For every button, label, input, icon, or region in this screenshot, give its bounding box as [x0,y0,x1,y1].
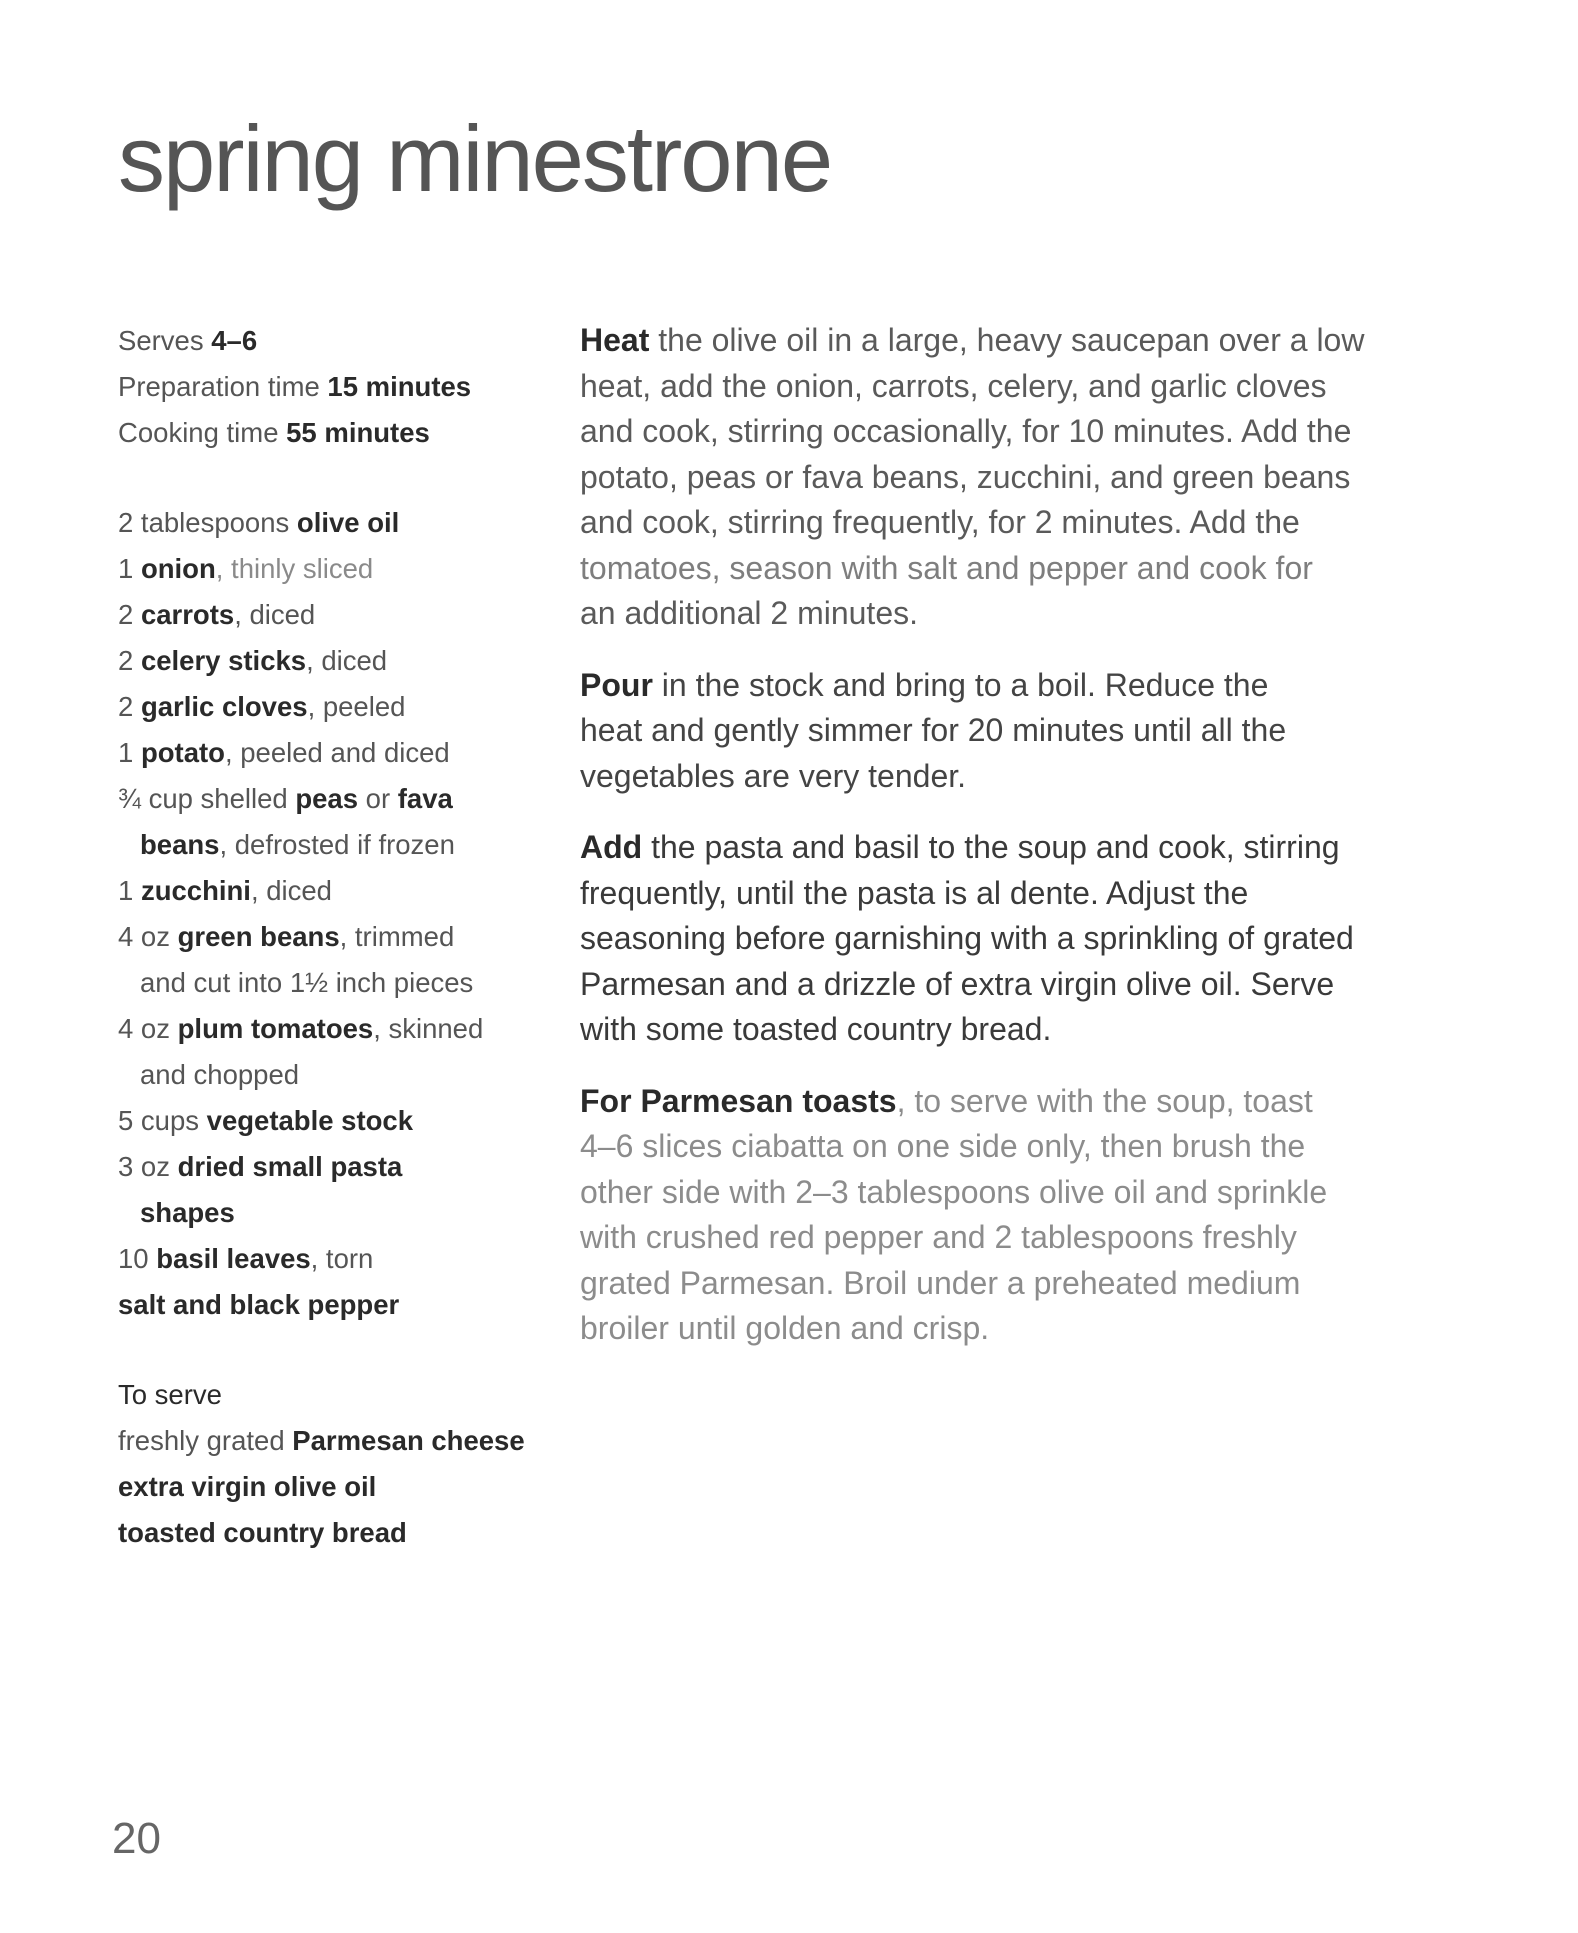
ingredient-item: 2 garlic cloves, peeled [118,691,406,722]
ingredient-item-continued: and chopped [140,1059,300,1090]
method-step-parmesan-toasts: For Parmesan toasts, to serve with the soup, toast 4–6 slices ciabatta on one side only, then brush the other side with 2–3 tablespoons olive oil and sprinkle with crushed red pepper and 2 tablespoons freshly grated Parmesan. Broil under a preheated medium broiler until golden and crisp. [580,1082,1328,1346]
cook-time-line [118,410,558,456]
to-serve-item: toasted country bread [118,1517,407,1548]
ingredient-item: 1 onion, thinly sliced [118,553,374,584]
prep-time-label: Preparation time [118,371,320,402]
ingredient-item-continued: and cut into 1½ inch pieces [140,967,474,998]
ingredient-item: 1 zucchini, diced [118,875,332,906]
method-column [580,318,1460,1352]
serves-label: Serves [118,325,204,356]
method-step-heat: Heat the olive oil in a large, heavy saucepan over a low heat, add the onion, carrots, celery, and garlic cloves and cook, stirring occasionally, for 10 minutes. Add the potato, peas or fava beans, zucchini, and green beans and cook, stirring frequently, for 2 minutes. Add the tomatoes, season with salt and pepper and cook for an additional 2 minutes. [580,322,1365,631]
ingredients-column [118,318,558,1556]
ingredient-item: ¾ cup shelled peas or fava [118,783,453,814]
method-step-pour: Pour in the stock and bring to a boil. Reduce the heat and gently simmer for 20 minutes until all the vegetables are very tender. [580,666,1287,794]
serves-value: 4–6 [211,325,258,356]
to-serve-section [118,1372,558,1556]
ingredient-list [118,500,558,1328]
ingredient-item: 2 tablespoons olive oil [118,507,400,538]
ingredient-item-continued: beans, defrosted if frozen [140,829,455,860]
spacer [118,1328,558,1372]
ingredient-item: 4 oz green beans, trimmed [118,921,455,952]
ingredient-item: 3 oz dried small pasta [118,1151,403,1182]
recipe-title: spring minestrone [118,106,832,211]
to-serve-heading: To serve [118,1379,222,1410]
ingredient-item: 10 basil leaves, torn [118,1243,374,1274]
to-serve-item: extra virgin olive oil [118,1471,377,1502]
cook-time-value: 55 minutes [286,417,430,448]
spacer [118,456,558,500]
method-step-add: Add the pasta and basil to the soup and cook, stirring frequently, until the pasta is al dente. Adjust the seasoning before garnishing with a sprinkling of grated Parmesan and a drizzle of extra virgin olive oil. Serve with some toasted country bread. [580,829,1354,1047]
ingredient-item: 4 oz plum tomatoes, skinned [118,1013,484,1044]
prep-time-value: 15 minutes [327,371,472,402]
ingredient-item: salt and black pepper [118,1289,400,1320]
ingredient-item: 2 carrots, diced [118,599,316,630]
serves-line [118,318,558,364]
ingredient-item: 1 potato, peeled and diced [118,737,450,768]
to-serve-item: freshly grated Parmesan cheese [118,1425,525,1456]
cook-time-label: Cooking time [118,417,279,448]
prep-time-line [118,364,558,410]
page-number: 20 [112,1814,161,1863]
ingredient-item: 5 cups vegetable stock [118,1105,414,1136]
ingredient-item: 2 celery sticks, diced [118,645,388,676]
ingredient-item-continued: shapes [140,1197,235,1228]
